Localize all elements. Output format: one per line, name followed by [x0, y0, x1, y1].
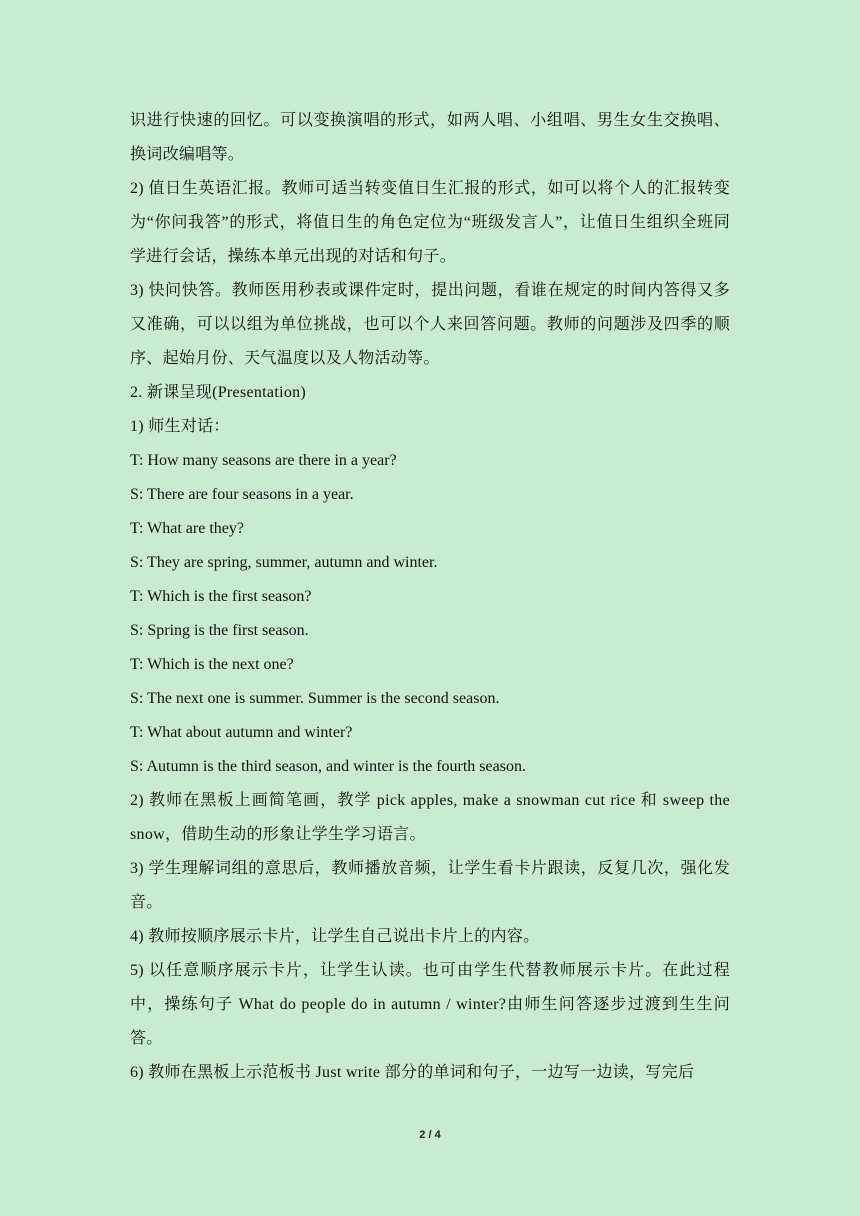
paragraph: 识进行快速的回忆。可以变换演唱的形式，如两人唱、小组唱、男生女生交换唱、换词改编唱等。: [130, 112, 730, 163]
paragraph: 2) 教师在黑板上画简笔画，教学 pick apples, make a snowman cut rice 和 sweep the snow，借助生动的形象让学生学习语言。: [130, 792, 730, 843]
dialogue-line: T: Which is the first season?: [130, 588, 312, 605]
paragraph: 4) 教师按顺序展示卡片，让学生自己说出卡片上的内容。: [130, 928, 540, 945]
paragraph: 6) 教师在黑板上示范板书 Just write 部分的单词和句子，一边写一边读，写完后: [130, 1064, 695, 1081]
dialogue-line: T: What about autumn and winter?: [130, 724, 353, 741]
document-body: [130, 104, 730, 1090]
dialogue-line: T: How many seasons are there in a year?: [130, 452, 397, 469]
dialogue-line: S: Autumn is the third season, and winter is the fourth season.: [130, 758, 526, 775]
dialogue-line: T: What are they?: [130, 520, 244, 537]
paragraph: 3) 学生理解词组的意思后，教师播放音频，让学生看卡片跟读，反复几次，强化发音。: [130, 860, 730, 911]
dialogue-line: S: The next one is summer. Summer is the second season.: [130, 690, 500, 707]
paragraph: 3) 快问快答。教师医用秒表或课件定时，提出问题，看谁在规定的时间内答得又多又准确，可以以组为单位挑战，也可以个人来回答问题。教师的问题涉及四季的顺序、起始月份、天气温度以及人物活动等。: [130, 282, 730, 367]
paragraph: 1) 师生对话：: [130, 418, 230, 435]
paragraph: 2) 值日生英语汇报。教师可适当转变值日生汇报的形式，如可以将个人的汇报转变为“你问我答”的形式，将值日生的角色定位为“班级发言人”，让值日生组织全班同学进行会话，操练本单元出现的对话和句子。: [130, 180, 730, 265]
section-heading: 2. 新课呈现(Presentation): [130, 384, 307, 401]
dialogue-line: T: Which is the next one?: [130, 656, 294, 673]
paragraph: 5) 以任意顺序展示卡片，让学生认读。也可由学生代替教师展示卡片。在此过程中，操练句子 What do people do in autumn / winter?由师生问答逐步过渡到生生问答。: [130, 962, 730, 1047]
page-number: 2 / 4: [419, 1129, 441, 1141]
dialogue-line: S: Spring is the first season.: [130, 622, 309, 639]
dialogue-line: S: There are four seasons in a year.: [130, 486, 354, 503]
dialogue-line: S: They are spring, summer, autumn and winter.: [130, 554, 438, 571]
